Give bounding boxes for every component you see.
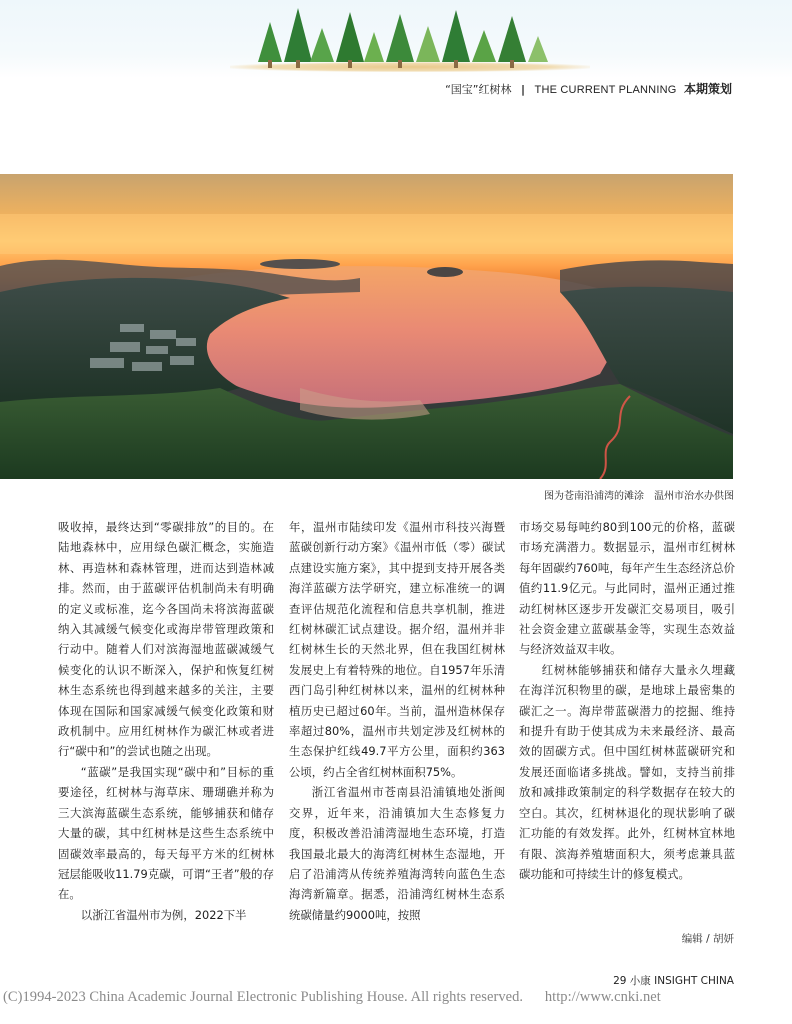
column-plan-label: 本期策划 — [683, 82, 732, 96]
aerial-bay-photo — [0, 174, 733, 479]
paragraph: 市场交易每吨约80到100元的价格，蓝碳市场充满潜力。数据显示，温州市红树林每年固碳约760吨，每年产生生态经济总价值约11.9亿元。与此同时，温州正通过推动红树林区逐步开发碳汇交易项目，吸引社会资金建立蓝碳基金等，实现生态效益与经济效益双丰收。 — [519, 520, 735, 657]
editor-credit: 编辑 / 胡妍 — [681, 933, 734, 945]
copyright-footer — [0, 989, 792, 1006]
photo-caption: 图为苍南沿浦湾的滩涂 温州市治水办供图 — [544, 491, 734, 502]
paragraph: 年，温州市陆续印发《温州市科技兴海暨蓝碳创新行动方案》《温州市低（零）碳试点建设实施方案》，其中提到支持开展各类海洋蓝碳方法学研究，建立标准统一的调查评估规范化流程和信息共享机制，推进红树林碳汇试点建设。据介绍，温州并非红树林生长的天然北界，但在我国红树林发展史上有着特殊的地位。自1957年乐清西门岛引种红树林以来，温州的红树林种植历史已超过60年。当前，温州造林保存率超过80%，温州市共划定涉及红树林的生态保护红线49.7平方公里，面积约363公顷，约占全省红树林面积75%。 — [289, 520, 505, 779]
paragraph: 以浙江省温州市为例，2022下半 — [80, 907, 247, 922]
cnki-url: http://www.cnki.net — [544, 989, 661, 1005]
header-separator: | — [521, 83, 526, 96]
pine-trees-illustration — [240, 2, 560, 72]
paragraph: “蓝碳”是我国实现“碳中和”目标的重要途径，红树林与海草床、珊瑚礁并称为三大滨海蓝碳生态系统，能够捕获和储存大量的碳，其中红树林是这些生态系统中固碳效率最高的，每天每平方米的红树林冠层能吸收11.79克碳，可谓“王者”般的存在。 — [58, 764, 274, 902]
header-tree-banner — [0, 0, 792, 78]
page-folio: 29 小康 INSIGHT CHINA — [613, 975, 734, 987]
column-name-english: THE CURRENT PLANNING — [534, 84, 677, 96]
body-column-2 — [289, 517, 505, 925]
paragraph: 吸收掉，最终达到“零碳排放”的目的。在陆地森林中，应用绿色碳汇概念，实施造林、再造林和森林管理，进而达到造林减排。然而，由于蓝碳评估机制尚未有明确的定义或标准，迄今各国尚未将滨海蓝碳纳入其减缓气候变化或海岸带管理政策和行动中。随着人们对滨海湿地蓝碳减缓气候变化的认识不断深入，保护和恢复红树林生态系统也得到越来越多的关注，主要体现在国际和国家减缓气候变化政策和财政机制中。应用红树林作为碳汇林或者进行“碳中和”的尝试也随之出现。 — [58, 520, 274, 759]
section-header — [445, 80, 732, 97]
paragraph: 红树林能够捕获和储存大量永久埋藏在海洋沉积物里的碳，是地球上最密集的碳汇之一。海岸带蓝碳潜力的挖掘、维持和提升有助于使其成为未来最经济、最高效的固碳方式。但中国红树林蓝碳研究和发展还面临诸多挑战。譬如，支持当前排放和减排政策制定的科学数据存在较大的空白。其次，红树林退化的现状影响了碳汇功能的有效发挥。此外，红树林宜林地有限、滨海养殖塘面积大，须考虑兼具蓝碳功能和可持续生计的修复模式。 — [519, 662, 735, 881]
copyright-text: (C)1994-2023 China Academic Journal Electronic Publishing House. All rights reserved. — [3, 989, 524, 1005]
column-name: “国宝”红树林 — [445, 83, 512, 96]
body-column-3 — [519, 517, 735, 884]
bay-scene — [0, 174, 733, 479]
paragraph: 浙江省温州市苍南县沿浦镇地处浙闽交界，近年来，沿浦镇加大生态修复力度，积极改善沿浦湾湿地生态环境，打造我国最北最大的海湾红树林生态湿地，开启了沿浦湾从传统养殖海湾转向蓝色生态海湾新篇章。据悉，沿浦湾红树林生态系统碳储量约9000吨，按照 — [289, 785, 505, 922]
body-column-1 — [58, 517, 274, 925]
